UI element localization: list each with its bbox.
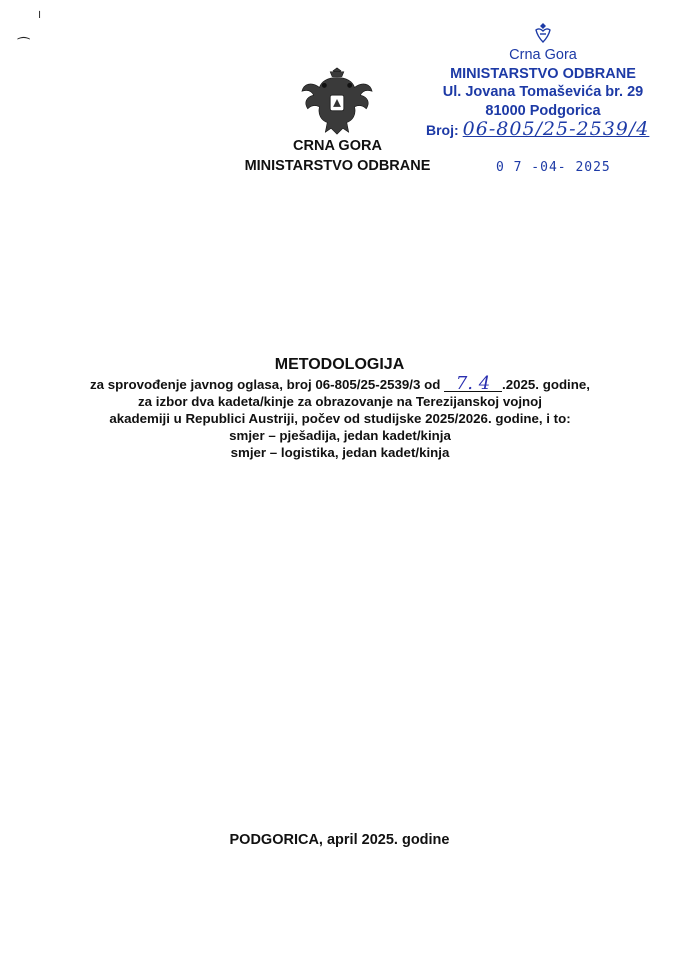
document-title: METODOLOGIJA bbox=[274, 356, 405, 373]
stamp-address: Ul. Jovana Tomaševića br. 29 bbox=[442, 84, 644, 100]
subtitle-line-4: smjer – pješadija, jedan kadet/kinja bbox=[229, 428, 451, 443]
place-date: PODGORICA, april 2025. godine bbox=[229, 832, 450, 848]
document-subtitle bbox=[40, 373, 640, 461]
scan-mark: ⁀ bbox=[18, 38, 30, 54]
scan-mark: ╷ bbox=[36, 4, 44, 18]
stamp-ministry: MINISTARSTVO ODBRANE bbox=[450, 65, 636, 82]
subtitle-text-1: za sprovođenje javnog oglasa, broj 06-805/25-2539/3 od bbox=[90, 377, 441, 392]
handwritten-date: 7. 4 bbox=[444, 377, 502, 392]
country-name: CRNA GORA bbox=[293, 138, 382, 154]
stamp-number-value: 06-805/25-2539/4 bbox=[462, 118, 650, 140]
stamp-emblem-icon bbox=[532, 22, 554, 44]
subtitle-line-1 bbox=[40, 373, 640, 394]
ministry-name: MINISTARSTVO ODBRANE bbox=[244, 158, 431, 174]
coat-of-arms-icon bbox=[298, 62, 376, 140]
registry-stamp bbox=[418, 22, 668, 120]
stamp-city: 81000 Podgorica bbox=[485, 102, 601, 119]
subtitle-line-3: akademiji u Republici Austriji, počev od studijske 2025/2026. godine, i to: bbox=[109, 411, 571, 426]
subtitle-line-2: za izbor dva kadeta/kinje za obrazovanje na Terezijanskoj vojnoj bbox=[138, 394, 542, 409]
subtitle-text-2: .2025. godine, bbox=[502, 377, 590, 392]
stamp-country: Crna Gora bbox=[509, 47, 577, 63]
stamp-date: 0 7 -04- 2025 bbox=[496, 160, 611, 175]
issuer-block bbox=[220, 136, 455, 176]
stamp-number-label: Broj: bbox=[426, 122, 459, 138]
stamp-reference bbox=[426, 118, 649, 140]
subtitle-line-5: smjer – logistika, jedan kadet/kinja bbox=[230, 445, 450, 460]
